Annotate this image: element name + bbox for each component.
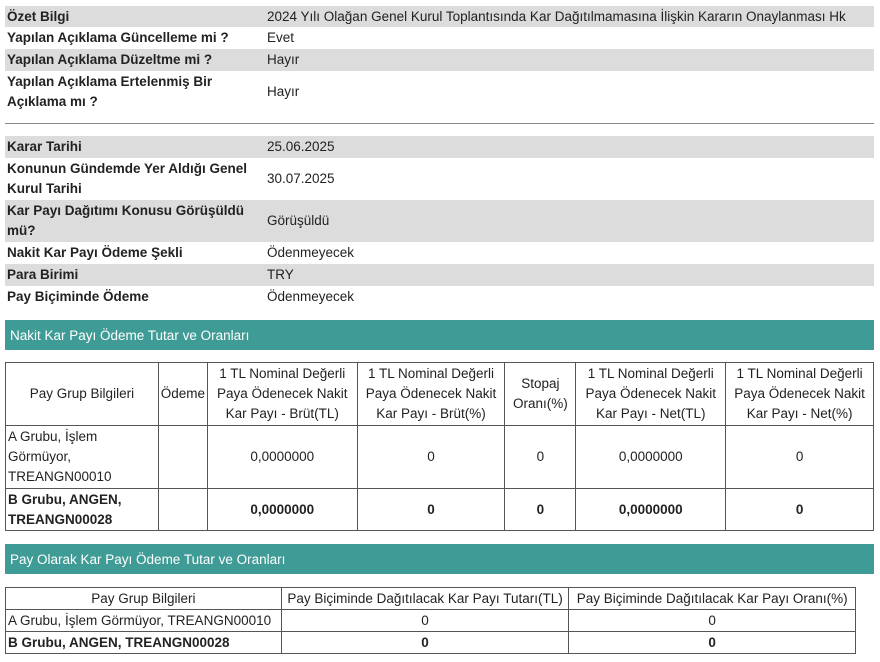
detail-value: Görüşüldü: [267, 213, 330, 228]
column-header: Pay Biçiminde Dağıtılacak Kar Payı Oranı(%): [569, 588, 856, 610]
summary-label: Özet Bilgi: [7, 8, 70, 24]
detail-row-currency: [5, 264, 874, 286]
detail-value: Ödenmeyecek: [267, 245, 355, 260]
detail-value: Ödenmeyecek: [267, 289, 355, 304]
table-cell: 0: [357, 426, 505, 489]
column-header: Stopaj Oranı(%): [505, 363, 576, 426]
column-header: 1 TL Nominal Değerli Paya Ödenecek Nakit Kar Payı - Net(TL): [576, 363, 726, 426]
table-cell: 0: [726, 489, 874, 531]
table-header-row: [6, 363, 874, 426]
summary-label: Yapılan Açıklama Düzeltme mi ?: [7, 52, 213, 67]
detail-label: Nakit Kar Payı Ödeme Şekli: [7, 245, 183, 260]
table-header-row: [6, 588, 856, 610]
table-cell: B Grubu, ANGEN, TREANGN00028: [6, 489, 159, 531]
cash-section-header: Nakit Kar Payı Ödeme Tutar ve Oranları: [5, 320, 874, 350]
detail-row-meeting-date: [5, 158, 874, 200]
detail-label: Pay Biçiminde Ödeme: [7, 289, 149, 304]
table-row: [6, 426, 874, 489]
detail-row-decision-date: [5, 136, 874, 158]
table-cell: 0,0000000: [207, 426, 357, 489]
detail-value: TRY: [267, 267, 294, 282]
column-header: Pay Grup Bilgileri: [6, 588, 282, 610]
cash-dividend-table: [5, 362, 874, 531]
summary-row-update: [5, 27, 874, 49]
column-header: Ödeme: [158, 363, 207, 426]
detail-row-payment-method: [5, 242, 874, 264]
table-row: [6, 489, 874, 531]
table-cell: 0,0000000: [576, 489, 726, 531]
table-cell: 0: [726, 426, 874, 489]
summary-row-deferred: [5, 71, 874, 113]
share-section-header: Pay Olarak Kar Payı Ödeme Tutar ve Oranları: [5, 544, 874, 574]
table-cell: 0: [505, 426, 576, 489]
share-dividend-table: [5, 587, 856, 654]
summary-value: 2024 Yılı Olağan Genel Kurul Toplantısında Kar Dağıtılmamasına İlişkin Kararın Onaylanması Hk: [267, 8, 846, 24]
summary-label: Yapılan Açıklama Güncelleme mi ?: [7, 30, 229, 45]
table-cell: 0,0000000: [576, 426, 726, 489]
table-cell: [158, 489, 207, 531]
divider: [5, 123, 874, 124]
summary-value: Evet: [267, 30, 295, 45]
detail-label: Konunun Gündemde Yer Aldığı Genel Kurul Tarihi: [7, 161, 248, 196]
detail-row-share-payment: [5, 286, 874, 308]
table-cell: 0: [281, 632, 569, 654]
summary-label: Yapılan Açıklama Ertelenmiş Bir Açıklama mı ?: [7, 74, 213, 109]
detail-row-discussed: [5, 200, 874, 242]
column-header: 1 TL Nominal Değerli Paya Ödenecek Nakit Kar Payı - Brüt(TL): [207, 363, 357, 426]
table-row: [6, 632, 856, 654]
table-cell: A Grubu, İşlem Görmüyor, TREANGN00010: [6, 610, 282, 632]
summary-value: Hayır: [267, 84, 300, 99]
column-header: 1 TL Nominal Değerli Paya Ödenecek Nakit Kar Payı - Brüt(%): [357, 363, 505, 426]
table-cell: 0: [357, 489, 505, 531]
column-header: Pay Grup Bilgileri: [6, 363, 159, 426]
table-cell: 0: [505, 489, 576, 531]
table-cell: B Grubu, ANGEN, TREANGN00028: [6, 632, 282, 654]
detail-label: Karar Tarihi: [7, 139, 82, 154]
table-cell: 0,0000000: [207, 489, 357, 531]
table-cell: 0: [569, 610, 856, 632]
summary-row-ozet: [5, 6, 874, 27]
column-header: Pay Biçiminde Dağıtılacak Kar Payı Tutarı(TL): [281, 588, 569, 610]
detail-label: Kar Payı Dağıtımı Konusu Görüşüldü mü?: [7, 203, 245, 238]
table-cell: 0: [281, 610, 569, 632]
summary-row-correction: [5, 49, 874, 71]
table-row: [6, 610, 856, 632]
table-cell: [158, 426, 207, 489]
column-header: 1 TL Nominal Değerli Paya Ödenecek Nakit Kar Payı - Net(%): [726, 363, 874, 426]
detail-value: 30.07.2025: [267, 171, 335, 186]
table-cell: A Grubu, İşlem Görmüyor, TREANGN00010: [6, 426, 159, 489]
summary-value: Hayır: [267, 52, 300, 67]
table-cell: 0: [569, 632, 856, 654]
detail-label: Para Birimi: [7, 267, 79, 282]
detail-value: 25.06.2025: [267, 139, 335, 154]
